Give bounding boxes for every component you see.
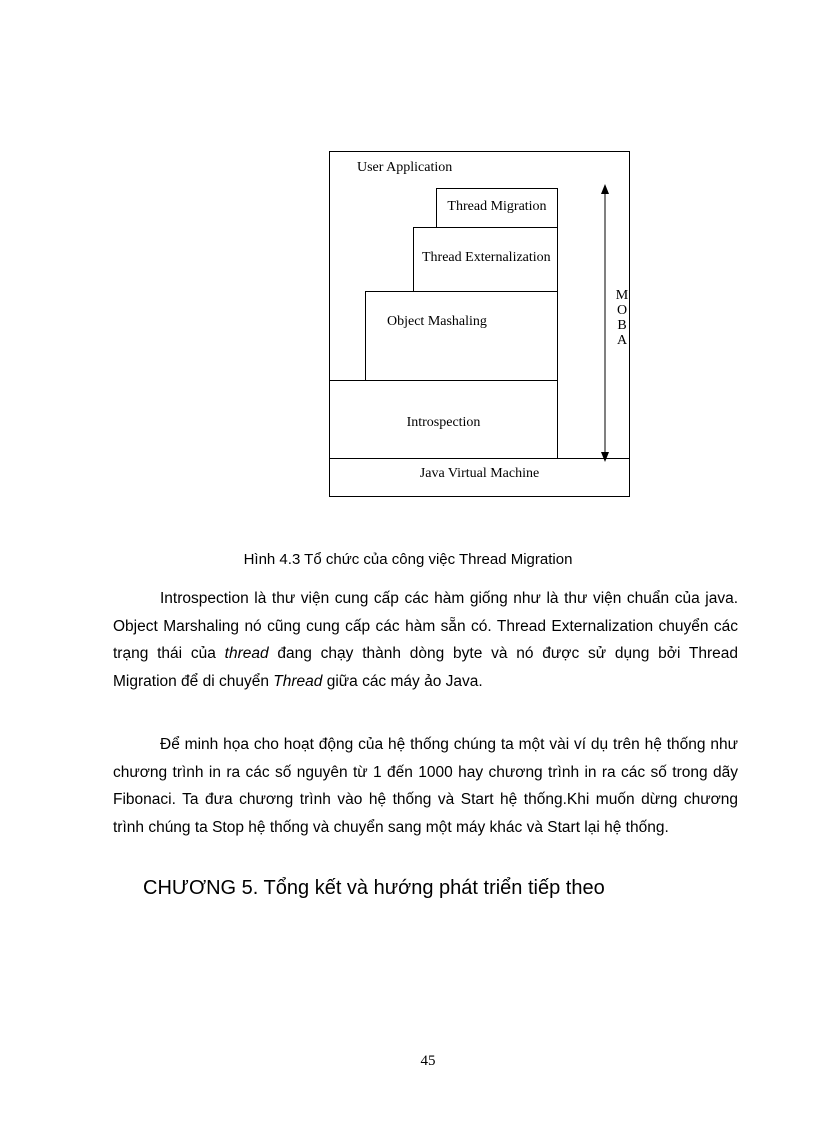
paragraph-text: giữa các máy ảo Java. <box>322 672 483 690</box>
java-virtual-machine-label: Java Virtual Machine <box>419 466 540 481</box>
emphasis-thread: Thread <box>273 672 323 690</box>
moba-letter: B <box>617 318 627 333</box>
figure-caption: Hình 4.3 Tổ chức của công việc Thread Migration <box>243 551 573 568</box>
moba-letter: A <box>616 333 628 348</box>
thread-migration-label: Thread Migration <box>447 199 547 214</box>
object-marshaling-box <box>365 291 558 383</box>
moba-letter: O <box>616 303 628 318</box>
moba-label <box>614 288 630 348</box>
page-number: 45 <box>420 1053 436 1069</box>
moba-letter: M <box>615 288 629 303</box>
chapter-heading: CHƯƠNG 5. Tổng kết và hướng phát triển tiếp theo <box>143 877 605 899</box>
paragraph-text: Introspection là thư viện cung cấp các hàm giống như là thư viện chuẩn của java. Object Marshaling nó cũng cung cấp các hàm sẵn có. Thread Externalization chuyển các trạng thái của <box>113 590 738 662</box>
java-virtual-machine-box <box>329 458 630 497</box>
object-marshaling-label: Object Mashaling <box>387 314 487 329</box>
thread-migration-box <box>436 188 558 228</box>
user-application-label: User Application <box>357 160 453 175</box>
paragraph-introspection <box>113 585 738 695</box>
thread-externalization-box <box>413 227 558 292</box>
emphasis-thread: thread <box>224 645 269 662</box>
moba-double-arrow <box>597 184 613 462</box>
paragraph-text: Để minh họa cho hoạt động của hệ thống chúng ta một vài ví dụ trên hệ thống như chương trình in ra các số nguyên từ 1 đến 1000 hay chương trình in ra các số trong dãy Fibonaci. Ta đưa chương trình vào hệ thống và Start hệ thống.Khi muốn dừng chương trình chúng ta Stop hệ thống và chuyển sang một máy khác và Start lại hệ thống. <box>113 736 738 836</box>
thread-externalization-label: Thread Externalization <box>422 250 551 265</box>
paragraph-text: đang chạy thành dòng byte và nó được sử dụng bởi Thread Migration để di chuyển <box>113 645 739 690</box>
paragraph-example <box>113 731 738 841</box>
introspection-label: Introspection <box>406 415 481 430</box>
architecture-diagram <box>329 151 630 497</box>
introspection-box <box>329 380 558 459</box>
